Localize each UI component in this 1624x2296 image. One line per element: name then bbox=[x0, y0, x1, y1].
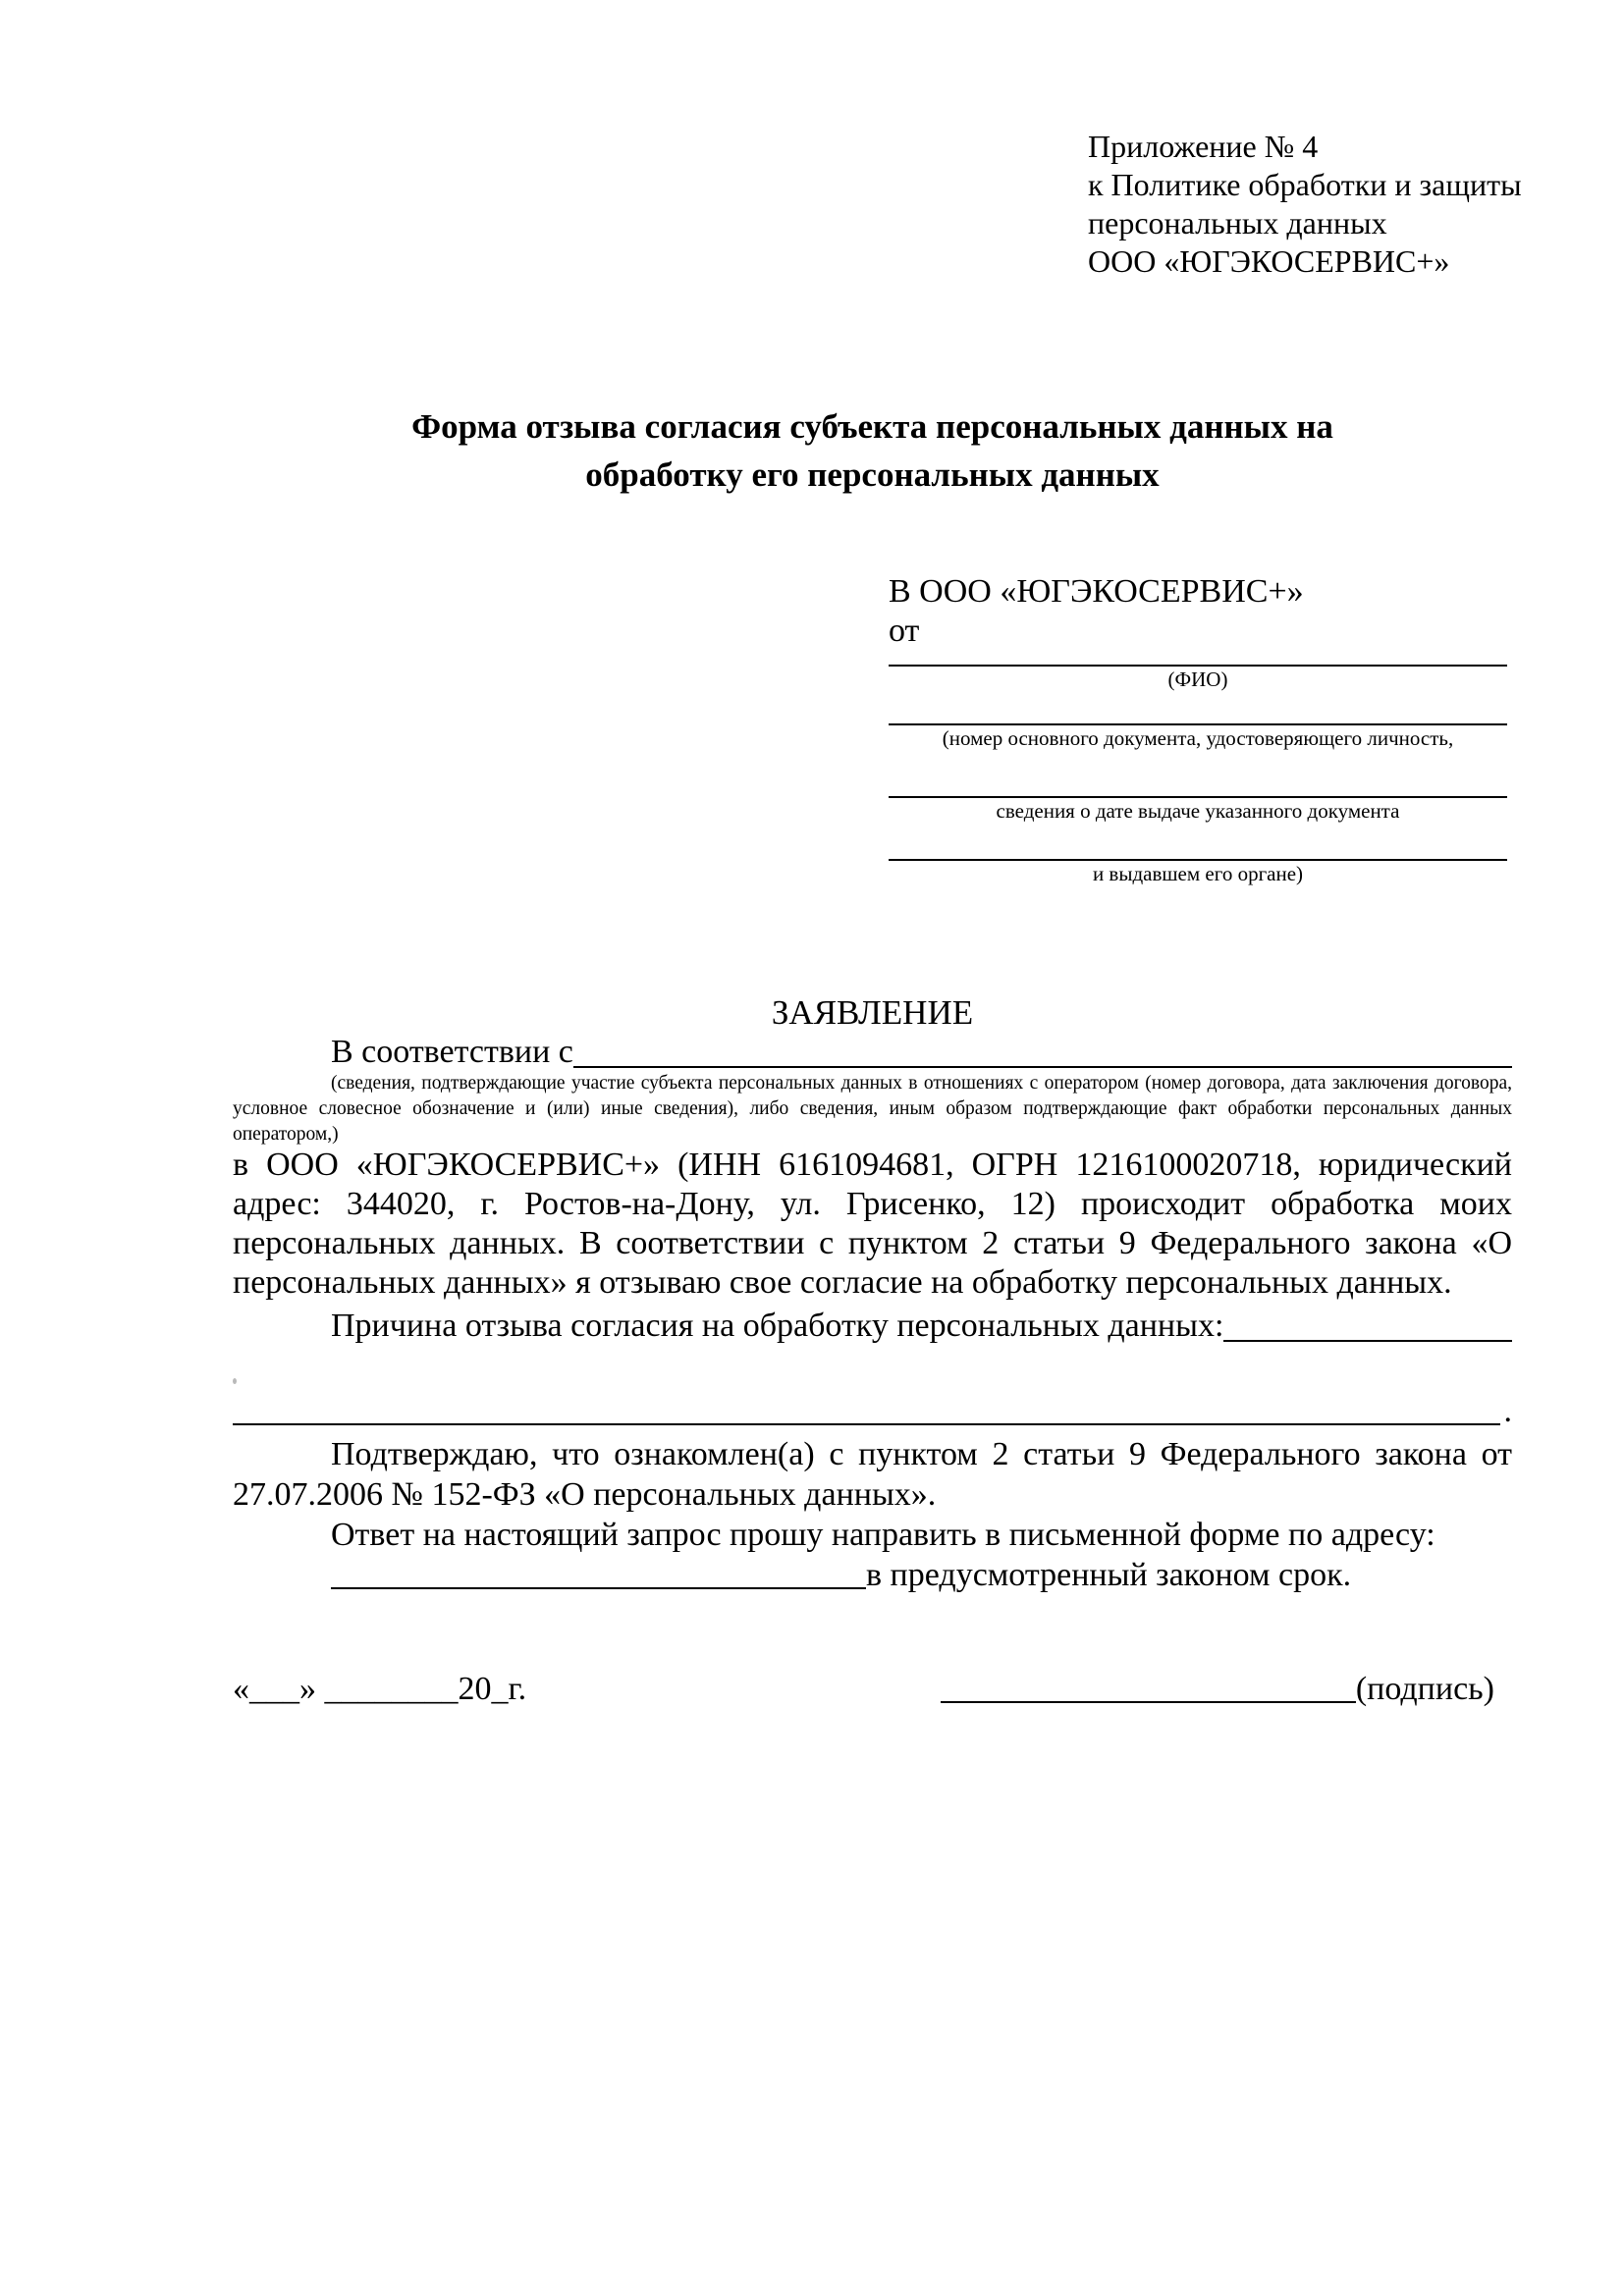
addressee-block bbox=[889, 572, 1507, 887]
recipient-line: В ООО «ЮГЭКОСЕРВИС+» bbox=[889, 573, 1304, 610]
issuing-authority-caption: и выдавшем его органе) bbox=[1092, 862, 1304, 885]
basis-line bbox=[233, 1032, 1512, 1073]
annex-header-line: Приложение № 4 bbox=[1088, 129, 1319, 164]
annex-header-line: ООО «ЮГЭКОСЕРВИС+» bbox=[1088, 243, 1450, 279]
fio-caption: (ФИО) bbox=[1167, 667, 1228, 691]
annex-header-line: к Политике обработки и защиты bbox=[1088, 167, 1522, 202]
body-paragraph: в ООО «ЮГЭКОСЕРВИС+» (ИНН 6161094681, ОГРН 1216100020718, юридический адрес: 344020, г. Ростов-на-Дону, ул. Грисенко, 12) происходит обработка моих персональных данных. В соответствии с пунктом 2 статьи 9 Федерального закона «О персональных данных» я отзываю свое согласие на обработку персональных данных. bbox=[233, 1147, 1512, 1301]
reply-request-paragraph: Ответ на настоящий запрос прошу направить в письменной форме по адресу: bbox=[331, 1517, 1435, 1553]
basis-prefix: В соответствии с bbox=[331, 1034, 573, 1070]
stray-mark bbox=[233, 1378, 237, 1384]
annex-header bbox=[1088, 128, 1522, 281]
reply-suffix: в предусмотренный законом срок. bbox=[866, 1557, 1352, 1593]
doc-number-caption: (номер основного документа, удостоверяющего личность, bbox=[942, 726, 1454, 750]
closing-text bbox=[233, 1434, 1512, 1595]
reply-address-blank-line bbox=[331, 1587, 866, 1589]
confirmation-paragraph: Подтверждаю, что ознакомлен(а) с пунктом 2 статьи 9 Федерального закона от 27.07.2006 № 152-ФЗ «О персональных данных». bbox=[233, 1436, 1512, 1513]
doc-number-blank-line bbox=[889, 693, 1507, 725]
signature-blank-line bbox=[941, 1701, 1356, 1703]
footnote: (сведения, подтверждающие участие субъекта персональных данных в отношениях с оператором (номер договора, дата заключения договора, условное словесное обозначение и (или) иные сведения), либо сведения, иным образом подтверждающие факт обработки персональных данных оператором,) bbox=[233, 1073, 1512, 1145]
signature-area bbox=[941, 1669, 1494, 1710]
reply-address-line bbox=[233, 1555, 1512, 1595]
document-title: Форма отзыва согласия субъекта персональных данных на обработку его персональных данных bbox=[411, 407, 1333, 494]
signature-row bbox=[233, 1669, 1512, 1710]
reason-prefix: Причина отзыва согласия на обработку персональных данных: bbox=[331, 1308, 1224, 1344]
from-label: от bbox=[889, 613, 920, 649]
annex-header-line: персональных данных bbox=[1088, 205, 1387, 240]
signature-caption: (подпись) bbox=[1355, 1671, 1494, 1707]
date-blank: «___» ________20_г. bbox=[233, 1671, 527, 1707]
issue-date-blank-line bbox=[889, 752, 1507, 798]
issuing-authority-blank-line bbox=[889, 825, 1507, 861]
statement-heading: ЗАЯВЛЕНИЕ bbox=[771, 993, 974, 1032]
reason-continuation-line bbox=[233, 1389, 1512, 1430]
issue-date-caption: сведения о дате выдаче указанного документа bbox=[996, 799, 1400, 823]
reason-continuation-blank-line bbox=[233, 1423, 1500, 1425]
reason-line bbox=[233, 1306, 1512, 1347]
fio-blank-line bbox=[889, 651, 1507, 667]
basis-blank-line bbox=[573, 1066, 1512, 1068]
line-terminator: . bbox=[1503, 1393, 1512, 1429]
reason-blank-line bbox=[1223, 1340, 1512, 1342]
